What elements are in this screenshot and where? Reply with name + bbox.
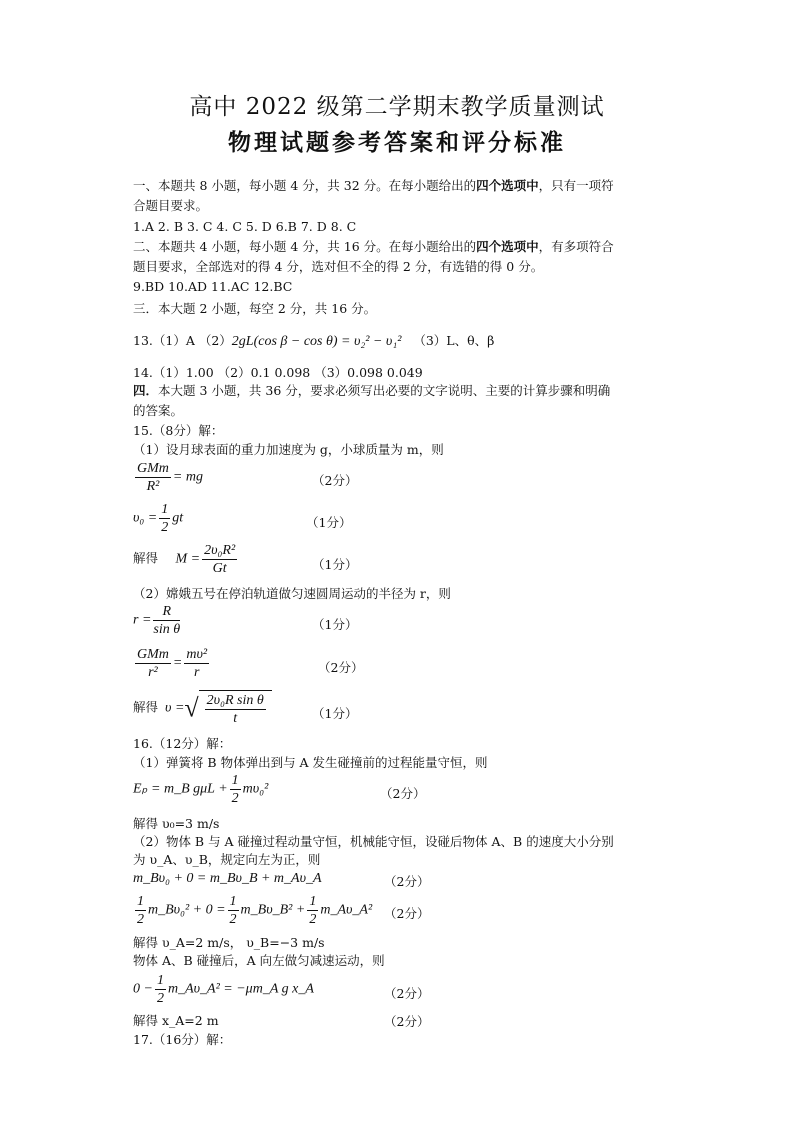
q16-result-1: 解得 υ₀=3 m/s — [133, 816, 220, 831]
page-title: 高中 2022 级第二学期末教学质量测试 — [189, 94, 605, 120]
q16-part2-text: （2）物体 B 与 A 碰撞过程动量守恒，机械能守恒，设碰后物体 A、B 的速度大小分别 — [133, 834, 614, 849]
section-2-heading: 二、本题共 4 小题，每小题 4 分，共 16 分。在每小题给出的四个选项中，有多项符合 — [133, 239, 614, 254]
q15-equation-4: r = $\frac{R}{\text{sin θ}}$ — [133, 604, 181, 637]
q15-part2-text: （2）嫦娥五号在停泊轨道做匀速圆周运动的半径为 r，则 — [133, 586, 451, 601]
q15-part1-text: （1）设月球表面的重力加速度为 g，小球质量为 m，则 — [133, 442, 444, 457]
page-subtitle: 物理试题参考答案和评分标准 — [228, 129, 566, 156]
q15-eq2-points: （1分） — [306, 515, 352, 530]
q14-answer: 14.（1）1.00 （2）0.1 0.098 （3）0.098 0.049 — [133, 365, 423, 380]
q15-equation-6: 解得 υ =√ $\frac{\text{2υ₀R sin θ}}{t}$ — [133, 690, 272, 727]
q15-eq6-points: （1分） — [312, 706, 358, 721]
q15-eq4-points: （1分） — [312, 617, 358, 632]
section-1-heading-cont: 合题目要求。 — [133, 198, 209, 213]
q15-eq5-points: （2分） — [318, 660, 364, 675]
q15-equation-2: υ₀ = $\frac{1}{2}$ gt — [133, 502, 184, 535]
q16-equation-3: $\frac{1}{2}$ m_Bυ₀² + 0 = $\frac{1}{2}$ m_Bυ_B² + $\frac{1}{2}$ m_Aυ_A² — [137, 894, 373, 927]
q17-heading: 17.（16分）解： — [133, 1032, 232, 1047]
q16-eq1-points: （2分） — [380, 786, 426, 801]
section-1-heading: 一、本题共 8 小题，每小题 4 分，共 32 分。在每小题给出的四个选项中，只有一项符 — [133, 178, 614, 193]
section-1-answers: 1.A 2. B 3. C 4. C 5. D 6.B 7. D 8. C — [133, 219, 357, 234]
q15-heading: 15.（8分）解： — [133, 423, 224, 438]
q16-part2-text-cont: 为 υ_A、υ_B，规定向左为正，则 — [133, 852, 321, 867]
q15-equation-5: $\frac{\text{GMm}}{\text{r²}}$ = $\frac{\text{mυ²}}{r}$ — [137, 647, 208, 680]
q16-eq4-points: （2分） — [384, 986, 430, 1001]
section-2-answers: 9.BD 10.AD 11.AC 12.BC — [133, 279, 293, 294]
q16-result-3: 解得 x_A=2 m — [133, 1013, 219, 1028]
q16-heading: 16.（12分）解： — [133, 736, 232, 751]
section-4-heading: 四．本大题 3 小题，共 36 分，要求必须写出必要的文字说明、主要的计算步骤和明确 — [133, 383, 611, 398]
q16-result-2: 解得 υ_A=2 m/s， υ_B=−3 m/s — [133, 935, 325, 950]
section-3-heading: 三．本大题 2 小题，每空 2 分，共 16 分。 — [133, 301, 377, 316]
q15-equation-3: 解得 M = $\frac{\text{2υ₀R²}}{Gt}$ — [133, 543, 236, 576]
q16-part3-text: 物体 A、B 碰撞后，A 向左做匀减速运动，则 — [133, 953, 385, 968]
q15-eq1-points: （2分） — [312, 473, 358, 488]
q15-equation-1: $\frac{\text{GMm}}{\text{R²}}$ = mg — [137, 461, 203, 494]
section-4-heading-cont: 的答案。 — [133, 403, 184, 418]
q16-equation-4: 0 − $\frac{1}{2}$ m_Aυ_A² = −μm_A g x_A — [133, 973, 314, 1006]
q16-equation-2: m_Bυ₀ + 0 = m_Bυ_B + m_Aυ_A — [133, 871, 322, 886]
q16-equation-1: Eₚ = m_B gμL + $\frac{1}{2}$ mυ₀² — [133, 773, 269, 806]
q15-eq3-points: （1分） — [312, 557, 358, 572]
section-2-heading-cont: 题目要求，全部选对的得 4 分，选对但不全的得 2 分，有选错的得 0 分。 — [133, 259, 544, 274]
q13-answer: 13.（1）A （2）2gL(cos β − cos θ) = υ₂² − υ₁² （3）L、θ、β — [133, 333, 495, 349]
q16-part1-text: （1）弹簧将 B 物体弹出到与 A 发生碰撞前的过程能量守恒，则 — [133, 755, 488, 770]
q16-result3-points: （2分） — [384, 1014, 430, 1029]
q16-eq3-points: （2分） — [384, 906, 430, 921]
q16-eq2-points: （2分） — [384, 874, 430, 889]
